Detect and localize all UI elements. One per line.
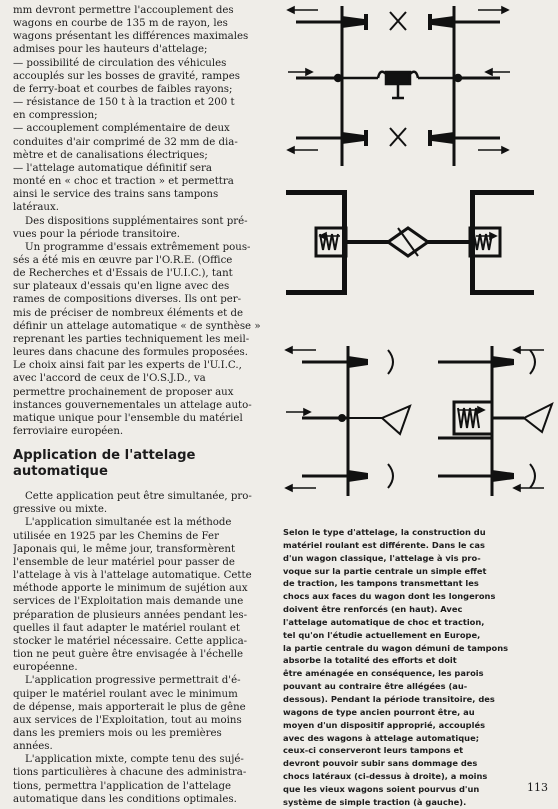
text-line: reprenant les parties techniquement les meil- <box>13 333 250 345</box>
text-line: absorbe la totalité des efforts et doit <box>283 655 457 666</box>
text-line: admises pour les hauteurs d'attelage; <box>13 44 208 56</box>
text-line: Des dispositions supplémentaires sont pré- <box>25 215 248 227</box>
text-line: de ferry-boat et courbes de faibles rayons; <box>13 83 233 95</box>
text-line: ainsi le service des trains sans tampons <box>13 189 219 201</box>
text-line: latéraux. <box>13 202 59 214</box>
text-line: tions, permettra l'application de l'attelage <box>13 780 232 792</box>
text-line: sur plateaux d'essais qu'en ligne avec des <box>13 281 230 293</box>
text-line: — accouplement complémentaire de deux <box>13 123 230 135</box>
paragraph-progressive-application <box>13 674 261 753</box>
diagram-automatic-coupling <box>282 184 554 304</box>
text-line: L'application simultanée est la méthode <box>25 517 232 529</box>
text-line: avec l'accord de ceux de l'O.S.J.D., va <box>13 373 206 385</box>
page-number: 113 <box>527 781 548 794</box>
text-line: — possibilité de circulation des véhicules <box>13 57 227 69</box>
paragraph-test-program <box>13 241 261 438</box>
diagram-screw-coupling-buffers <box>282 2 554 170</box>
text-line: avec des wagons à attelage automatique; <box>283 732 480 743</box>
figure-caption <box>283 526 551 809</box>
text-line: doivent être renforcés (en haut). Avec <box>283 604 463 615</box>
text-line: stocker le matériel nécessaire. Cette applica- <box>13 635 248 647</box>
text-line: de traction, les tampons transmettant les <box>283 578 479 589</box>
text-line: dessous). Pendant la période transitoire, des <box>283 693 495 704</box>
text-line: Selon le type d'attelage, la construction du <box>283 527 486 537</box>
text-line: méthode apporte le minimum de sujétion aux <box>13 583 248 595</box>
text-line: leures dans chacune des formules proposées. <box>13 347 248 359</box>
text-line: quiper le matériel roulant avec le minimum <box>13 688 238 700</box>
text-line: moyen d'un dispositif approprié, accouplés <box>283 719 486 730</box>
text-line: pouvant au contraire être allégées (au- <box>283 681 468 692</box>
text-line: aux services de l'Exploitation, tout au moins <box>13 714 242 726</box>
text-line: Le choix ainsi fait par les experts de l'U.I.C., <box>13 360 242 372</box>
text-line: conduites d'air comprimé de 32 mm de dia- <box>13 136 238 148</box>
text-line: la partie centrale du wagon démuni de tampons <box>283 642 509 653</box>
text-line: instances gouvernementales un attelage auto- <box>13 399 252 411</box>
paragraph-simultaneous-application <box>13 516 261 674</box>
text-line: automatique dans les conditions optimales. <box>13 793 237 805</box>
text-line: de Recherches et d'Essais de l'U.I.C.), tant <box>13 268 233 280</box>
text-line: ceux-ci conserveront leurs tampons et <box>283 745 464 756</box>
text-line: quelles il faut adapter le matériel roulant et <box>13 622 240 634</box>
text-line: monté en « choc et traction » et permettra <box>13 176 234 188</box>
diagram-transition-buffers-kept <box>420 340 556 500</box>
text-line: automatique <box>13 464 108 480</box>
text-line: l'attelage automatique de choc et traction, <box>283 616 485 627</box>
text-line: L'application mixte, compte tenu des sujé- <box>25 754 244 766</box>
text-line: être aménagée en conséquence, les parois <box>283 668 484 679</box>
text-line: mm devront permettre l'accouplement des <box>13 5 234 16</box>
text-line: — l'attelage automatique définitif sera <box>13 162 212 174</box>
text-line: sés a été mis en œuvre par l'O.R.E. (Office <box>13 254 233 266</box>
text-line: gressive ou mixte. <box>13 504 108 516</box>
paragraph-mixed-application <box>13 753 261 806</box>
text-line: rames de compositions diverses. Ils ont per- <box>13 294 242 306</box>
text-line: matique unique pour l'ensemble du matériel <box>13 412 243 424</box>
text-line: tel qu'on l'étudie actuellement en Europe, <box>283 629 481 640</box>
text-line: années. <box>13 741 53 753</box>
text-line: L'application progressive permettrait d'é- <box>25 675 241 687</box>
text-line: définir un attelage automatique « de synthèse » <box>13 320 261 332</box>
text-line: d'un wagon classique, l'attelage à vis pro- <box>283 552 481 563</box>
article-text-column <box>13 4 261 806</box>
text-line: en compression; <box>13 110 98 122</box>
text-line: ferroviaire européen. <box>13 426 124 437</box>
text-line: vues pour la période transitoire. <box>13 228 181 240</box>
text-line: que les vieux wagons soient pourvus d'un <box>283 783 480 794</box>
text-line: services de l'Exploitation mais demande une <box>13 596 244 608</box>
text-line: wagons de type ancien pourront être, au <box>283 706 475 717</box>
text-line: Un programme d'essais extrêmement pous- <box>25 241 251 253</box>
paragraph-transitional-provisions <box>13 215 261 241</box>
diagram-transition-simple-traction <box>282 340 414 500</box>
text-line: tions particulières à chacune des administra- <box>13 767 247 779</box>
text-line: voque sur la partie centrale un simple effet <box>283 565 487 576</box>
paragraph-application-intro <box>13 490 261 516</box>
text-line: l'ensemble de leur matériel pour passer de <box>13 556 235 568</box>
text-line: accouplés sur les bosses de gravité, rampes <box>13 70 240 82</box>
text-line: mètre et de canalisations électriques; <box>13 149 208 161</box>
text-line: matériel roulant est différente. Dans le cas <box>283 539 485 550</box>
text-line: wagons présentant les différences maximales <box>13 31 249 43</box>
paragraph-coupling-requirements <box>13 4 261 215</box>
text-line: de dépense, mais apporterait le plus de gêne <box>13 701 246 713</box>
text-line: européenne. <box>13 662 78 674</box>
section-heading <box>13 448 261 480</box>
text-line: préparation de plusieurs années pendant les- <box>13 609 248 621</box>
text-line: mis de préciser de nombreux éléments et de <box>13 307 244 319</box>
text-line: chocs aux faces du wagon dont les longerons <box>283 591 496 602</box>
text-line: système de simple traction (à gauche). <box>283 796 467 807</box>
text-line: l'attelage à vis à l'attelage automatique. Cette <box>13 570 252 582</box>
text-line: chocs latéraux (ci-dessus à droite), a moins <box>283 771 488 782</box>
text-line: Japonais qui, le même jour, transformèrent <box>13 543 236 555</box>
text-line: dans les premiers mois ou les premières <box>13 727 222 739</box>
text-line: utilisée en 1925 par les Chemins de Fer <box>13 530 219 542</box>
text-line: Cette application peut être simultanée, pro- <box>25 491 252 503</box>
text-line: tion ne peut guère être envisagée à l'échelle <box>13 649 244 661</box>
text-line: — résistance de 150 t à la traction et 200 t <box>13 97 235 109</box>
text-line: wagons en courbe de 135 m de rayon, les <box>13 18 228 30</box>
text-line: devront pouvoir subir sans dommage des <box>283 758 478 769</box>
text-line: permettre prochainement de proposer aux <box>13 386 234 398</box>
text-line: Application de l'attelage <box>13 448 196 464</box>
